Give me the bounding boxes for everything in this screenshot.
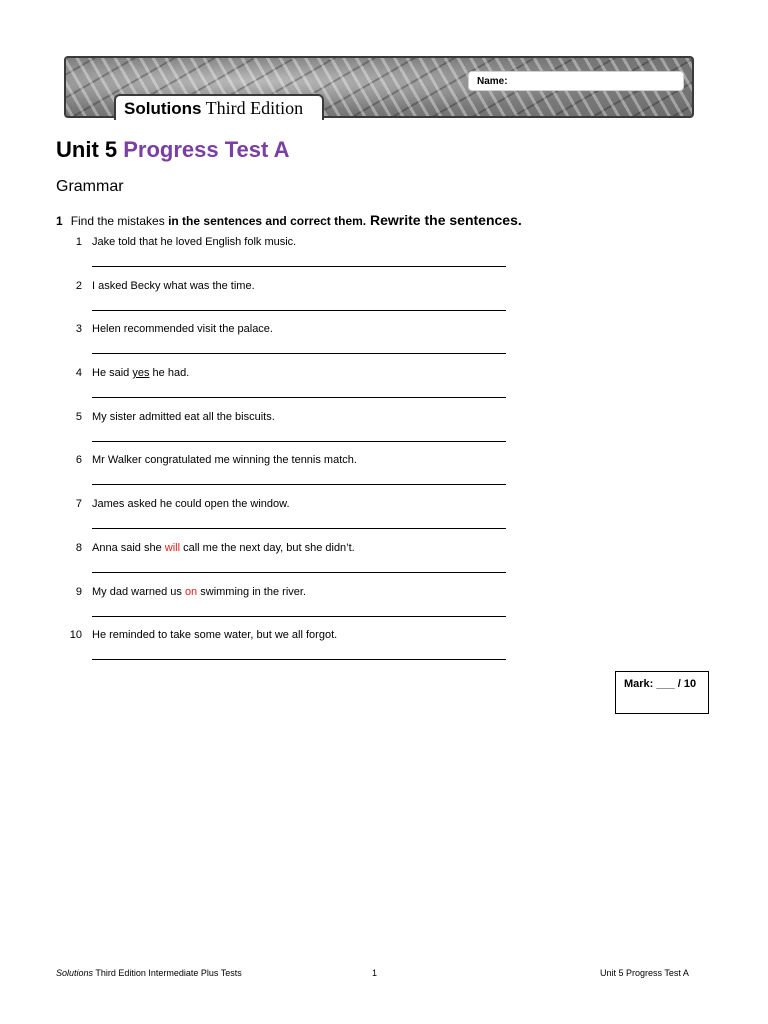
item-number: 7	[75, 498, 82, 511]
instruction-a: Find the mistakes	[70, 214, 169, 228]
item-text: James asked he could open the window.	[92, 498, 290, 511]
item-number: 6	[75, 454, 82, 467]
list-item	[56, 367, 516, 411]
answer-line[interactable]	[92, 659, 506, 660]
item-text-pre: He said	[92, 367, 133, 380]
list-item	[56, 629, 516, 673]
exercise-items	[56, 236, 516, 673]
name-field[interactable]	[468, 71, 684, 91]
footer-left-text: Third Edition Intermediate Plus Tests	[93, 968, 242, 978]
section-heading: Grammar	[56, 178, 124, 195]
item-highlight-underlined: yes	[132, 367, 150, 380]
answer-line[interactable]	[92, 353, 506, 354]
item-number: 4	[75, 367, 82, 380]
list-item	[56, 236, 516, 280]
answer-line[interactable]	[92, 484, 506, 485]
item-number: 9	[75, 585, 82, 598]
item-text-pre: Anna said she	[92, 541, 165, 554]
item-text	[92, 542, 355, 554]
list-item	[56, 454, 516, 498]
answer-line[interactable]	[92, 616, 506, 617]
item-number: 1	[75, 236, 82, 248]
item-text: He reminded to take some water, but we all forgot.	[92, 629, 338, 642]
footer-brand-italic: Solutions	[56, 968, 94, 978]
item-highlight-red: will	[164, 541, 181, 554]
item-highlight-red: on	[184, 585, 198, 598]
answer-line[interactable]	[92, 528, 506, 529]
item-text: My sister admitted eat all the biscuits.	[92, 410, 275, 423]
answer-line[interactable]	[92, 310, 506, 311]
list-item	[56, 498, 516, 542]
item-number: 5	[75, 410, 82, 423]
item-number: 10	[69, 629, 82, 642]
item-text-post: swimming in the river.	[197, 585, 306, 598]
list-item	[56, 323, 516, 367]
answer-line[interactable]	[92, 441, 506, 442]
item-text: Helen recommended visit the palace.	[92, 323, 273, 336]
footer-page-number: 1	[372, 968, 378, 978]
footer-right: Unit 5 Progress Test A	[600, 968, 689, 978]
item-text-pre: My dad warned us	[92, 585, 185, 598]
item-text	[92, 367, 189, 379]
list-item	[56, 280, 516, 324]
item-number: 2	[75, 279, 82, 292]
brand-rest: Third Edition	[201, 98, 304, 118]
brand-logo	[114, 94, 324, 120]
page-title	[56, 137, 290, 163]
instruction-c: Rewrite the sentences.	[366, 212, 522, 228]
item-number: 3	[75, 323, 82, 336]
brand-bold: Solutions	[124, 99, 202, 118]
list-item	[56, 586, 516, 630]
instruction-b: in the sentences and correct them.	[168, 214, 367, 228]
title-accent: Progress Test A	[123, 137, 290, 162]
name-label: Name:	[477, 76, 508, 87]
answer-line[interactable]	[92, 266, 506, 267]
item-text	[92, 586, 306, 598]
mark-box[interactable]	[615, 671, 709, 714]
exercise-instruction	[56, 212, 522, 228]
title-prefix: Unit 5	[56, 137, 124, 162]
exercise-number: 1	[56, 214, 63, 228]
item-text-post: call me the next day, but she didn’t.	[180, 541, 355, 554]
item-text: I asked Becky what was the time.	[92, 279, 255, 292]
list-item	[56, 411, 516, 455]
answer-line[interactable]	[92, 397, 506, 398]
item-text: Mr Walker congratulated me winning the tennis match.	[92, 454, 357, 467]
mark-label: Mark: ___ / 10	[624, 678, 697, 690]
item-number: 8	[75, 541, 82, 554]
list-item	[56, 542, 516, 586]
footer-left	[56, 968, 242, 978]
answer-line[interactable]	[92, 572, 506, 573]
item-text: Jake told that he loved English folk music.	[92, 236, 297, 248]
item-text-post: he had.	[149, 367, 190, 380]
